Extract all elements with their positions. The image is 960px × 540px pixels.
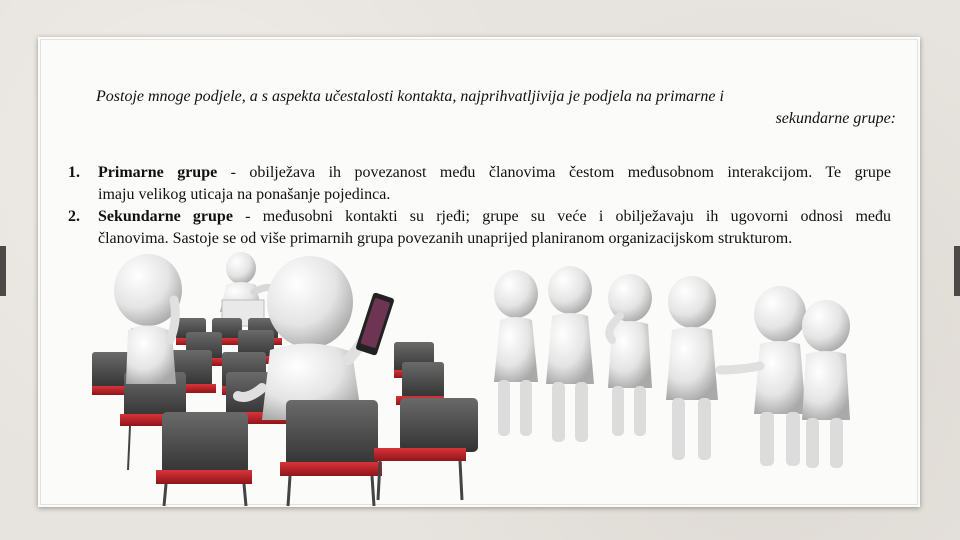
- list-number: 1.: [68, 164, 80, 181]
- standing-figure-thinking: [608, 274, 652, 436]
- standing-figure: [546, 266, 594, 442]
- chair: [156, 412, 252, 506]
- standing-group-scene: [494, 266, 850, 468]
- list-item-text: - međusobni kontakti su rjeđi; grupe su veće i obilježavaju ih ugovorni odnosi među: [232, 208, 891, 225]
- standing-figure: [494, 270, 538, 436]
- term-primarne-grupe: Primarne grupe: [98, 164, 218, 181]
- front-row: [156, 398, 478, 506]
- list-item-text: - obilježava ih povezanost među članovima čestom međusobnom interakcijom. Te grupe: [217, 164, 892, 181]
- chair: [280, 400, 382, 506]
- term-sekundarne-grupe: Sekundarne grupe: [98, 208, 233, 225]
- lecture-scene: [92, 252, 478, 506]
- standing-figure-handshake: [720, 286, 806, 466]
- list-item-line-2: članovima. Sastoje se od više primarnih grupa povezanih unaprijed planiranom organizacijskom strukturom.: [98, 230, 793, 247]
- intro-line-2: sekundarne grupe:: [775, 110, 896, 127]
- chair: [374, 398, 478, 500]
- intro-line-1: Postoje mnoge podjele, a s aspekta učestalosti kontakta, najprihvatljivija je podjela na primarne i: [96, 88, 724, 105]
- standing-figure: [802, 300, 850, 468]
- standing-figure: [666, 276, 718, 460]
- list-item-line-2: imaju velikog uticaja na ponašanje pojedinca.: [98, 186, 391, 203]
- list-number: 2.: [68, 208, 80, 225]
